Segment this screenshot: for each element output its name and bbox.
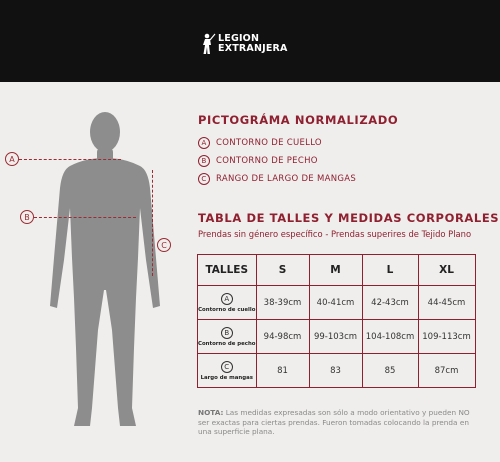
legend-label: CONTORNO DE PECHO	[216, 156, 318, 166]
circle-a-icon: A	[221, 293, 233, 305]
pictogram-title: PICTOGRÁMA NORMALIZADO	[198, 113, 399, 127]
table-cell: 109-113cm	[418, 320, 475, 354]
circle-c-icon: C	[198, 173, 210, 185]
header-bar	[0, 0, 500, 82]
brand-name	[218, 34, 288, 54]
table-cell: 87cm	[418, 354, 475, 388]
table-cell: 38-39cm	[256, 286, 309, 320]
sleeve-guide-line	[152, 170, 153, 276]
legend-label: CONTORNO DE CUELLO	[216, 138, 322, 148]
table-cell: 81	[256, 354, 309, 388]
table-cell: 83	[309, 354, 362, 388]
header-size-xl: XL	[418, 255, 475, 286]
row-label-text: Contorno de cuello	[198, 306, 256, 313]
header-size-l: L	[362, 255, 418, 286]
table-cell: 44-45cm	[418, 286, 475, 320]
body-silhouette	[40, 108, 170, 430]
brand-line1: LEGION	[218, 33, 260, 44]
row-label-sleeve	[198, 354, 257, 388]
circle-b-icon: B	[221, 327, 233, 339]
header-size-s: S	[256, 255, 309, 286]
note-label: NOTA:	[198, 408, 224, 417]
header-size-m: M	[309, 255, 362, 286]
brand-logo[interactable]	[200, 33, 288, 55]
table-cell: 99-103cm	[309, 320, 362, 354]
table-cell: 42-43cm	[362, 286, 418, 320]
table-header-row	[198, 255, 476, 286]
legend-item-chest	[198, 155, 318, 167]
table-cell: 104-108cm	[362, 320, 418, 354]
size-table-title: TABLA DE TALLES Y MEDIDAS CORPORALES	[198, 211, 500, 225]
neck-guide-line	[19, 159, 121, 160]
measurement-note	[198, 408, 480, 437]
marker-a: A	[5, 152, 19, 166]
row-label-chest	[198, 320, 257, 354]
table-cell: 85	[362, 354, 418, 388]
note-text: Las medidas expresadas son sólo a modo orientativo y pueden NO ser exactas para ciertas prendas. Fueron tomadas colocando la prenda en una superficie plana.	[198, 408, 470, 437]
marker-b: B	[20, 210, 34, 224]
header-talles: TALLES	[198, 255, 257, 286]
marker-c: C	[157, 238, 171, 252]
circle-b-icon: B	[198, 155, 210, 167]
table-row	[198, 354, 476, 388]
brand-line2: EXTRANJERA	[218, 43, 288, 54]
table-row	[198, 320, 476, 354]
row-label-neck	[198, 286, 257, 320]
row-label-text: Largo de mangas	[200, 374, 253, 381]
row-label-text: Contorno de pecho	[198, 340, 256, 347]
circle-a-icon: A	[198, 137, 210, 149]
legend-label: RANGO DE LARGO DE MANGAS	[216, 174, 357, 184]
circle-c-icon: C	[221, 361, 233, 373]
soldier-icon	[200, 33, 216, 55]
table-row	[198, 286, 476, 320]
table-cell: 40-41cm	[309, 286, 362, 320]
size-table	[197, 254, 476, 388]
legend-item-neck	[198, 137, 322, 149]
table-cell: 94-98cm	[256, 320, 309, 354]
size-table-subtitle: Prendas sin género específico - Prendas superires de Tejido Plano	[198, 229, 472, 239]
legend-item-sleeve	[198, 173, 356, 185]
chest-guide-line	[34, 217, 136, 218]
